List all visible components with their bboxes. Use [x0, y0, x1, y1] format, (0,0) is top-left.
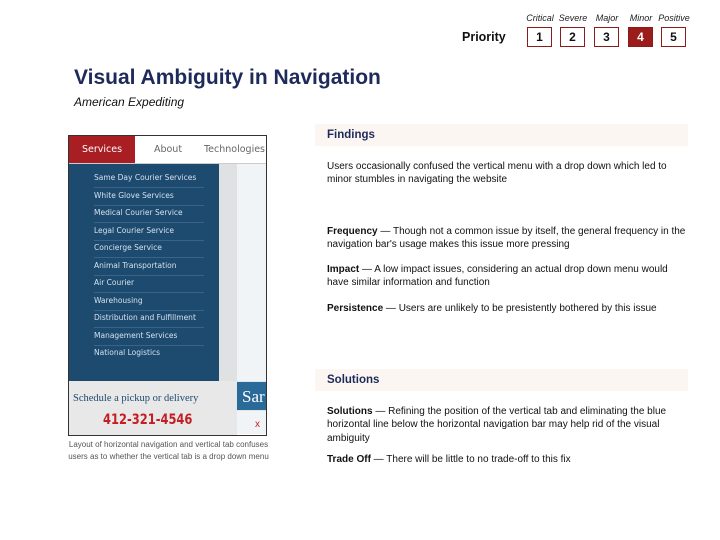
priority-label-severe: Severe	[558, 13, 588, 23]
menu-item[interactable]: Air Courier	[94, 274, 204, 293]
solutions-label: Solutions	[327, 406, 373, 417]
tab-services[interactable]: Services	[69, 136, 135, 163]
page-subtitle: American Expediting	[74, 95, 185, 109]
priority-label-positive: Positive	[658, 13, 690, 23]
menu-item[interactable]: Legal Courier Service	[94, 222, 204, 241]
priority-scale-labels	[520, 13, 695, 27]
tradeoff-text: — There will be little to no trade-off to this fix	[370, 454, 571, 465]
solutions-heading: Solutions	[315, 369, 688, 391]
menu-item[interactable]: Distribution and Fulfillment	[94, 309, 204, 328]
menu-item[interactable]: National Logistics	[94, 348, 161, 357]
menu-side-strip	[219, 164, 237, 381]
menu-item[interactable]: Warehousing	[94, 292, 204, 311]
tab-about[interactable]: About	[153, 144, 183, 155]
close-icon[interactable]: x	[255, 419, 260, 430]
phone-number[interactable]: 412-321-4546	[103, 412, 193, 428]
solutions-text: — Refining the position of the vertical tab and eliminating the blue horizontal line below the horizontal navigation bar may help rid of the visual ambiguity	[327, 406, 667, 444]
menu-item[interactable]: Management Services	[94, 327, 204, 346]
menu-item[interactable]: Animal Transportation	[94, 257, 204, 276]
priority-label-critical: Critical	[526, 13, 554, 23]
priority-box-minor-selected: 4	[628, 27, 653, 47]
impact-label: Impact	[327, 264, 360, 275]
page-title: Visual Ambiguity in Navigation	[74, 66, 381, 89]
frequency-paragraph	[327, 225, 690, 252]
priority-box-critical: 1	[527, 27, 552, 47]
menu-item[interactable]: Same Day Courier Services	[94, 169, 204, 188]
website-screenshot	[68, 135, 267, 436]
screenshot-caption: Layout of horizontal navigation and vertical tab confuses users as to whether the vertical tab is a drop down menu	[68, 440, 269, 461]
findings-heading: Findings	[315, 124, 688, 146]
frequency-label: Frequency	[327, 226, 378, 237]
impact-text: — A low impact issues, considering an actual drop down menu would have similar information and function	[327, 264, 668, 289]
frequency-text: — Though not a common issue by itself, the general frequency in the navigation bar's usage makes this issue more pressing	[327, 226, 686, 251]
priority-title: Priority	[462, 30, 506, 44]
horizontal-nav	[69, 136, 267, 164]
vertical-menu	[69, 164, 219, 381]
menu-item[interactable]: Medical Courier Service	[94, 204, 204, 223]
partial-button[interactable]: Sar	[236, 381, 267, 411]
priority-box-major: 3	[594, 27, 619, 47]
solutions-paragraph	[327, 405, 690, 445]
priority-label-minor: Minor	[629, 13, 653, 23]
priority-box-severe: 2	[560, 27, 585, 47]
impact-paragraph	[327, 263, 690, 290]
tradeoff-paragraph	[327, 453, 690, 466]
tab-technologies[interactable]: Technologies	[203, 144, 266, 155]
menu-item[interactable]: White Glove Services	[94, 187, 204, 206]
priority-box-positive: 5	[661, 27, 686, 47]
priority-label-major: Major	[595, 13, 619, 23]
persistence-text: — Users are unlikely to be presistently bothered by this issue	[383, 303, 657, 314]
findings-summary: Users occasionally confused the vertical menu with a drop down which led to minor stumbles in navigating the website	[327, 161, 667, 186]
schedule-link[interactable]: Schedule a pickup or delivery	[73, 393, 199, 404]
persistence-label: Persistence	[327, 303, 384, 314]
persistence-paragraph	[327, 302, 690, 315]
menu-item[interactable]: Concierge Service	[94, 239, 204, 258]
tradeoff-label: Trade Off	[327, 454, 371, 465]
